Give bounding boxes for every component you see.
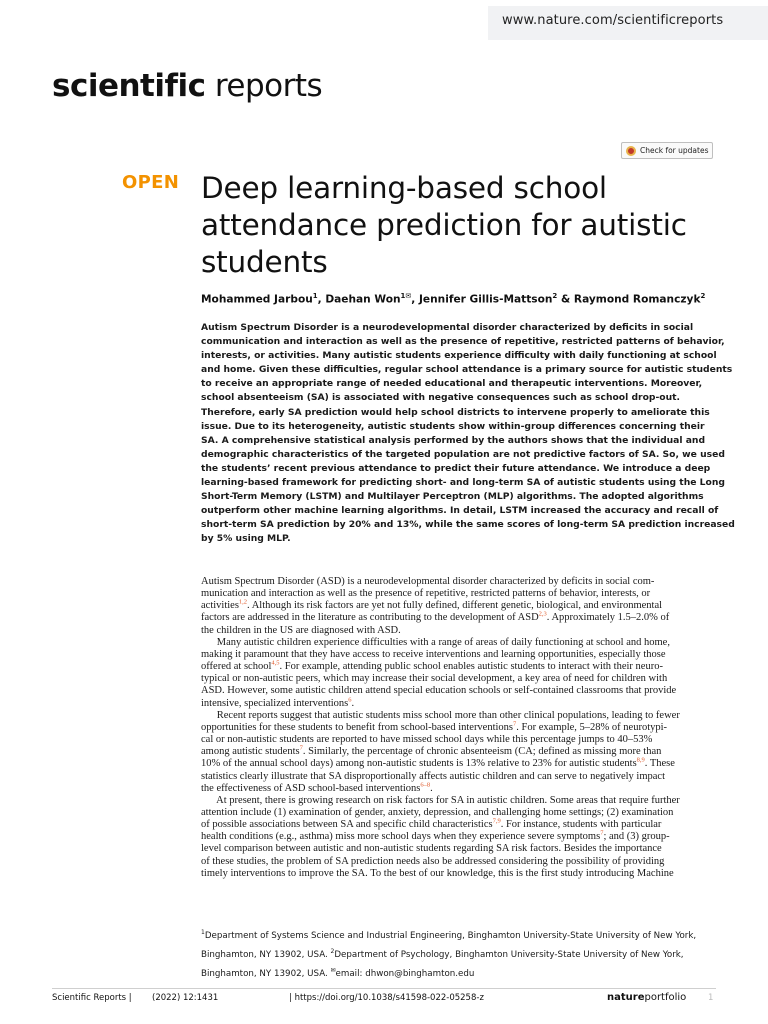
abstract-line: and home. Given these difficulties, regular school attendance is a primary source for autistic students [201,364,733,376]
body-text-segment: making it paramount that they have access to receive interventions and learning opportunities, especially those [201,648,666,660]
citation-link[interactable]: 7 [513,720,517,728]
title-line: Deep learning-based school [201,171,607,205]
footer-citation: (2022) 12:1431 [152,993,219,1003]
body-line [201,758,717,770]
abstract-line: Short-Term Memory (LSTM) and Multilayer Perceptron (MLP) algorithms. The adopted algorithms [201,491,704,503]
body-text-segment: . Approximately 1.5–2.0% of [546,612,670,624]
body-line [201,588,717,600]
body-text-segment: activities [201,600,239,612]
body-text-segment: Autism Spectrum Disorder (ASD) is a neurodevelopmental disorder characterized by deficits in social com- [201,576,655,587]
body-line [201,576,717,588]
affiliation-marker: 2 [330,947,335,955]
abstract-line: SA. A comprehensive statistical analysis performed by the authors shows that the individual and [201,434,706,446]
top-bar [0,0,768,40]
author-name[interactable]: Mohammed Jarbou [201,293,313,306]
citation-link[interactable]: 4,5 [271,659,280,667]
body-text-segment: typical or non-autistic peers, which may increase their social development, a key area of need for children with [201,673,668,685]
citation-link[interactable]: 6 [348,696,352,704]
doi-link[interactable]: | https://doi.org/10.1038/s41598-022-05258-z [289,993,484,1003]
abstract-line: Autism Spectrum Disorder is a neurodevelopmental disorder characterized by deficits in social [201,322,694,333]
publisher-light: portfolio [644,992,687,1003]
footnote-text[interactable]: email: dhwon@binghamton.edu [335,968,475,979]
footnote-text: Binghamton, NY 13902, USA. [201,968,331,979]
body-text-segment: . For instance, students with particular [500,819,662,831]
body-text-segment: munication and interaction as well as the presence of repetitive, restricted patterns of behavior, interests, or [201,588,651,600]
author-name[interactable]: , Jennifer Gillis-Mattson [411,293,553,306]
article-title [201,170,721,281]
body-text-segment: cal or non-autistic students are reported to have missed school days while this percentage jumps to 40–53% [201,734,653,746]
footnote-text: Department of Psychology, Binghamton University-State University of New York, [334,949,684,960]
affiliation-marker: 1 [312,292,318,300]
abstract-line: demographic characteristics of the targeted population are not predictive factors of SA. So, we used [201,448,725,460]
body-line [201,734,717,746]
body-line [201,856,717,868]
abstract-line: short-term SA prediction by 20% and 13%, while the same scores of long-term SA prediction increased [201,519,735,531]
page-footer [52,993,716,1009]
body-line [201,771,717,783]
body-line [201,831,717,843]
body-text-segment: health conditions (e.g., asthma) miss more school days when they experience severe symptoms [201,831,601,843]
abstract-line: learning-based framework for predicting short- and long-term SA of autistic students using the Long [201,477,725,489]
logo-bold: scientific [52,68,206,104]
citation-link[interactable]: 8,9 [636,756,645,764]
affiliation-marker: ✉ [330,966,336,974]
body-line [201,722,717,734]
footnote-line [201,944,721,963]
body-text-segment: . For example, 5–28% of neurotypi- [516,721,668,733]
body-line [201,783,717,795]
body-text-segment: statistics clearly illustrate that SA disproportionally affects autistic children and can serve to negatively impact [201,770,666,782]
crossmark-icon [626,146,636,156]
abstract [201,321,735,547]
body-line [201,819,717,831]
body-line [201,625,717,637]
body-text [201,576,717,880]
body-text-segment: ; and (3) group- [603,831,670,843]
author-name[interactable]: & Raymond Romanczyk [557,293,701,306]
abstract-line: issue. Due to its heterogeneity, autistic students show within-group differences concerning their [201,420,705,432]
author-list [201,292,705,306]
body-line [201,710,717,722]
publisher-bold: nature [607,992,645,1003]
check-for-updates-button[interactable] [621,142,713,159]
body-text-segment: . Although its risk factors are yet not fully defined, different genetic, biological, and environmental [247,600,663,612]
affiliations-footnote [201,925,721,982]
body-text-segment: offered at school [201,661,272,673]
affiliation-marker: 1 [201,929,205,936]
body-text-segment: among autistic students [201,746,300,758]
footnote-line [201,925,721,944]
footer-divider [52,988,716,989]
footer-journal: Scientific Reports | [52,993,132,1003]
abstract-line: communication and interaction as well as the presence of repetitive, restricted patterns of behavior, [201,336,725,348]
author-name[interactable]: , Daehan Won [317,293,401,306]
citation-link[interactable]: 7,9 [492,817,501,825]
abstract-line: by 5% using MLP. [201,533,291,545]
body-line [201,600,717,612]
body-text-segment: 10% of the annual school days) among non-autistic students is 13% relative to 23% for autistic students [201,758,637,770]
open-access-label: OPEN [122,172,180,193]
footnote-line [201,963,721,982]
citation-link[interactable]: 1,2 [238,598,248,606]
journal-logo[interactable] [52,68,322,104]
logo-light: reports [205,68,323,104]
body-text-segment: opportunities for these students to benefit from school-based interventions [201,721,514,733]
body-text-segment: ASD. However, some autistic children attend special education schools or self-contained classrooms that provide [201,685,677,697]
footnote-text: Department of Systems Science and Industrial Engineering, Binghamton University-State University of New York, [204,930,697,941]
citation-link[interactable]: 6–8 [420,781,431,789]
body-text-segment: . These [644,758,675,770]
body-text-segment: . For example, attending public school enables autistic students to interact with their neuro- [279,661,663,673]
body-line [201,612,717,624]
page-number: 1 [708,993,714,1003]
body-text-segment: attention include (1) examination of gender, anxiety, depression, and challenging home settings; (2) examination [201,806,674,818]
body-text-segment: Recent reports suggest that autistic students miss school more than other clinical populations, leading to fewer [201,709,680,721]
body-line [201,868,717,880]
citation-link[interactable]: 2,3 [538,610,547,618]
body-line [201,673,717,685]
citation-link[interactable]: 7 [600,829,604,837]
nature-portfolio-logo [607,992,686,1003]
body-line [201,661,717,673]
footnote-text: Binghamton, NY 13902, USA. [201,949,331,960]
title-line: students [201,245,328,279]
body-text-segment: factors are addressed in the literature as contributing to the development of ASD [201,612,539,624]
body-text-segment: intensive, specialized interventions [201,697,349,709]
body-text-segment: Many autistic children experience difficulties with a range of areas of daily functioning at school and home, [201,636,670,648]
body-line [201,685,717,697]
body-line [201,843,717,855]
affiliation-marker: 1✉ [400,292,412,300]
abstract-line: the students’ recent previous attendance to predict their future attendance. We introduce a deep [201,462,711,474]
body-text-segment: the children in the US are diagnosed with ASD. [201,624,401,636]
body-line [201,795,717,807]
citation-link[interactable]: 7 [299,744,303,752]
body-text-segment: of these studies, the problem of SA prediction needs also be addressed considering the possibility of providing [201,855,665,867]
body-text-segment: . Similarly, the percentage of chronic absenteeism (CA; defined as missing more than [302,746,662,758]
body-text-segment: the effectiveness of ASD school-based interventions [201,782,421,794]
affiliation-marker: 2 [552,292,558,300]
body-line [201,698,717,710]
body-text-segment: level comparison between autistic and non-autistic students regarding SA risk factors. Besides the importance [201,843,662,855]
body-text-segment: At present, there is growing research on risk factors for SA in autistic children. Some areas that require further [201,794,680,806]
body-line [201,637,717,649]
abstract-line: school absenteeism (SA) is associated with negative consequences such as school drop-out. [201,392,681,404]
abstract-line: Therefore, early SA prediction would help school districts to intervene properly to ameliorate this [201,406,710,418]
affiliation-marker: 2 [700,292,706,300]
abstract-line: to receive an appropriate range of needed educational and therapeutic interventions. Moreover, [201,378,703,390]
body-text-segment: timely interventions to improve the SA. To the best of our knowledge, this is the first study introducing Machine [201,867,674,879]
body-text-segment: of possible associations between SA and specific child characteristics [201,819,493,831]
body-line [201,807,717,819]
journal-url-link[interactable]: www.nature.com/scientificreports [502,13,724,28]
check-for-updates-label: Check for updates [640,146,709,155]
title-line: attendance prediction for autistic [201,208,687,242]
abstract-line: interests, or activities. Many autistic students experience difficulty with daily functioning at school [201,350,717,362]
body-text-segment: . [430,782,433,794]
body-text-segment: . [351,697,355,709]
abstract-line: outperform other machine learning algorithms. In detail, LSTM increased the accuracy and recall of [201,505,719,517]
